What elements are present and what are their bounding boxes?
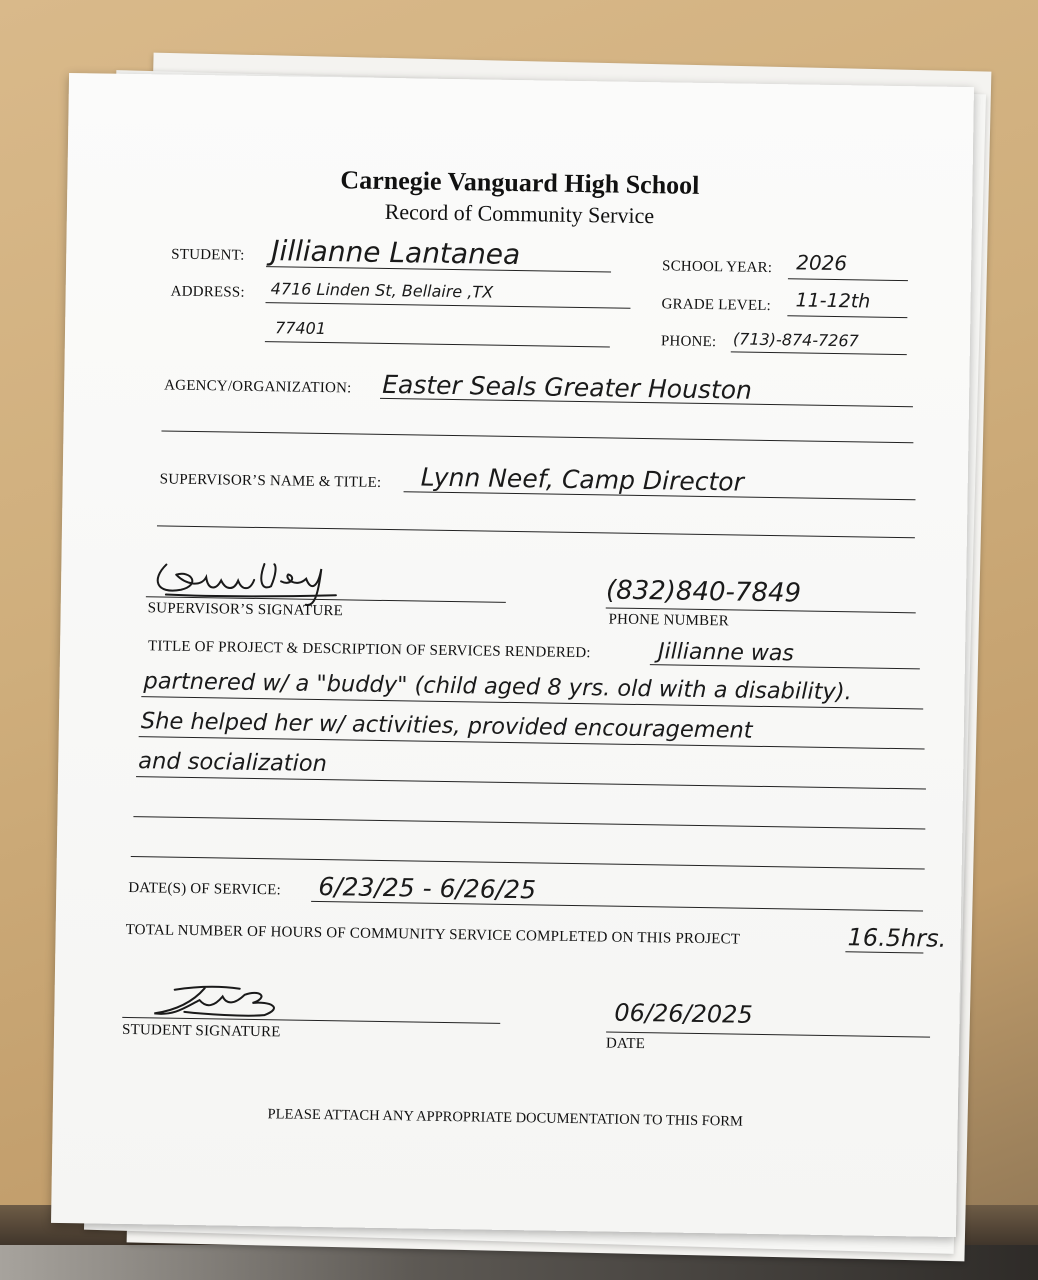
grade-level-entry: 11-12th <box>795 289 871 313</box>
project-entry-2: partnered w/ a "buddy" (child aged 8 yrs. old with a disability). <box>143 668 852 706</box>
address-line-2 <box>265 341 610 347</box>
project-label: TITLE OF PROJECT & DESCRIPTION OF SERVICES RENDERED: <box>147 638 591 662</box>
address-entry-2: 77401 <box>274 318 327 339</box>
address-line-1 <box>265 302 630 309</box>
phone-entry: (713)-874-7267 <box>732 329 859 351</box>
supervisor-phone-entry: (832)840-7849 <box>605 575 802 609</box>
address-label: ADDRESS: <box>170 283 245 301</box>
agency-line-2 <box>161 430 913 443</box>
date-line <box>606 1032 930 1038</box>
student-signature-label: STUDENT SIGNATURE <box>121 1021 281 1041</box>
school-name: Carnegie Vanguard High School <box>340 165 700 200</box>
phone-line <box>731 351 907 355</box>
student-signature-mark <box>144 979 295 1021</box>
supervisor-entry: Lynn Neef, Camp Director <box>420 462 745 497</box>
student-name-entry: Jillianne Lantanea <box>271 234 521 272</box>
supervisor-signature-label: SUPERVISOR’S SIGNATURE <box>147 600 344 620</box>
project-entry-4: and socialization <box>138 748 328 778</box>
school-year-line <box>788 278 908 281</box>
community-service-form <box>51 73 974 1237</box>
grade-level-line <box>787 315 907 318</box>
school-year-label: SCHOOL YEAR: <box>661 258 773 277</box>
phone-number-label: PHONE NUMBER <box>608 611 730 630</box>
dates-label: DATE(S) OF SERVICE: <box>128 879 282 899</box>
project-line-4 <box>133 816 925 829</box>
dates-line <box>311 901 923 912</box>
total-hours-label: TOTAL NUMBER OF HOURS OF COMMUNITY SERVICE COMPLETED ON THIS PROJECT <box>125 921 741 948</box>
form-title: Record of Community Service <box>384 198 655 229</box>
signed-date-entry: 06/26/2025 <box>614 998 753 1029</box>
supervisor-line-2 <box>157 525 915 538</box>
address-entry-1: 4716 Linden St, Bellaire ,TX <box>270 279 494 302</box>
project-entry-3: She helped her w/ activities, provided encouragement <box>140 708 753 744</box>
project-entry-1: Jillianne was <box>657 639 795 667</box>
agency-label: AGENCY/ORGANIZATION: <box>164 377 352 397</box>
dates-entry: 6/23/25 - 6/26/25 <box>318 871 537 905</box>
agency-entry: Easter Seals Greater Houston <box>382 369 753 405</box>
date-label: DATE <box>605 1035 646 1053</box>
project-line-5 <box>131 856 925 869</box>
phone-label: PHONE: <box>660 333 717 351</box>
total-hours-entry: 16.5hrs. <box>847 923 947 953</box>
supervisor-label: SUPERVISOR’S NAME & TITLE: <box>159 471 382 491</box>
project-line-3 <box>136 776 926 789</box>
grade-level-label: GRADE LEVEL: <box>661 296 772 315</box>
student-label: STUDENT: <box>171 246 245 264</box>
school-year-entry: 2026 <box>796 250 848 276</box>
footer-note: PLEASE ATTACH ANY APPROPRIATE DOCUMENTATION TO THIS FORM <box>267 1106 743 1130</box>
